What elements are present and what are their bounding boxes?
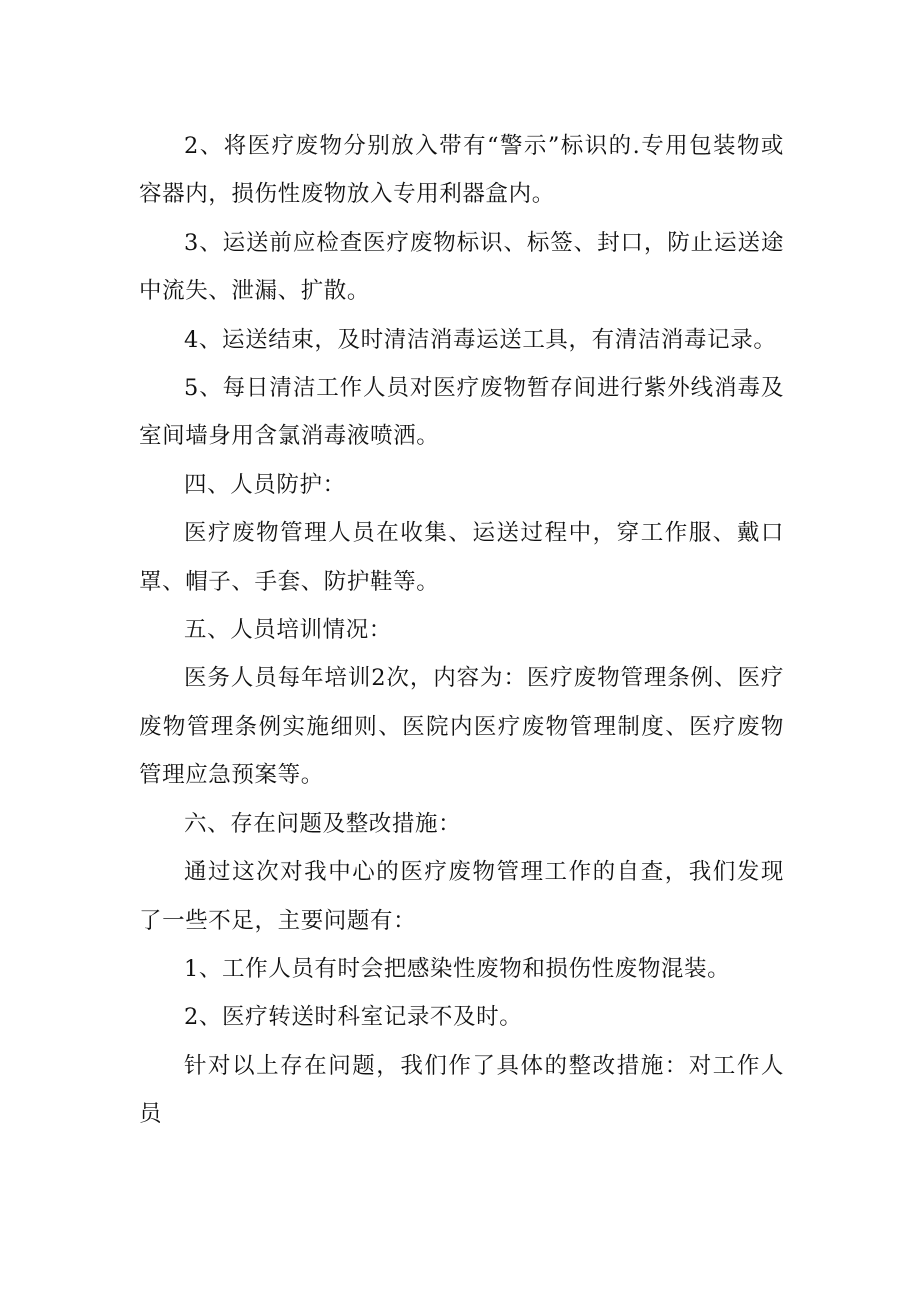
paragraph-rectification-measures: 针对以上存在问题，我们作了具体的整改措施：对工作人员 <box>139 1052 784 1128</box>
paragraph-staff-training: 医务人员每年培训2次，内容为：医疗废物管理条例、医疗废物管理条例实施细则、医院内医疗废物管理制度、医疗废物管理应急预案等。 <box>139 665 784 789</box>
section-heading-staff-training: 五、人员培训情况： <box>184 617 392 644</box>
problem-item-1: 1、工作人员有时会把感染性废物和损伤性废物混装。 <box>184 955 731 982</box>
problem-item-2: 2、医疗转送时科室记录不及时。 <box>184 1004 523 1031</box>
section-heading-staff-protection: 四、人员防护： <box>184 471 346 498</box>
paragraph-item-2-packaging: 2、将医疗废物分别放入带有“警示”标识的.专用包装物或容器内，损伤性废物放入专用利器盒内。 <box>139 133 784 208</box>
paragraph-staff-protection: 医疗废物管理人员在收集、运送过程中，穿工作服、戴口罩、帽子、手套、防护鞋等。 <box>139 520 784 595</box>
section-heading-problems-rectification: 六、存在问题及整改措施： <box>184 810 462 837</box>
paragraph-item-4-disinfection: 4、运送结束，及时清洁消毒运送工具，有清洁消毒记录。 <box>184 326 777 353</box>
paragraph-item-3-transport-check: 3、运送前应检查医疗废物标识、标签、封口，防止运送途中流失、泄漏、扩散。 <box>139 229 784 305</box>
document-body <box>139 122 784 1139</box>
paragraph-item-5-daily-cleaning: 5、每日清洁工作人员对医疗废物暂存间进行紫外线消毒及室间墙身用含氯消毒液喷洒。 <box>139 375 784 450</box>
paragraph-self-inspection: 通过这次对我中心的医疗废物管理工作的自查，我们发现了一些不足，主要问题有： <box>139 859 784 934</box>
